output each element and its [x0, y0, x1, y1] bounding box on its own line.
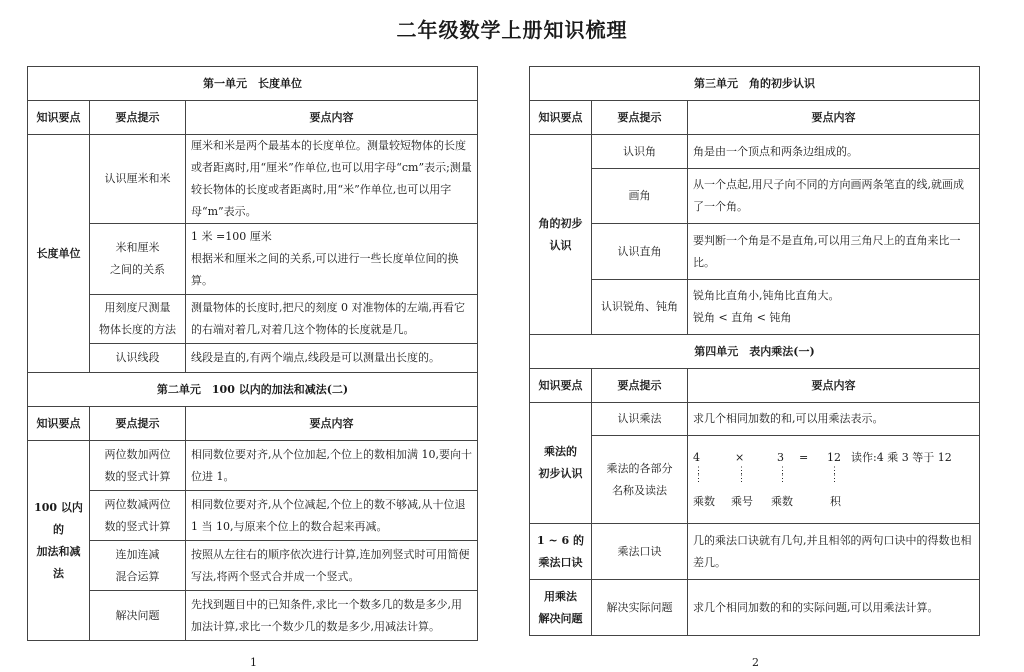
table-row: [530, 135, 980, 169]
unit1-header-content: 要点内容: [186, 101, 478, 135]
unit4-header-row: [530, 369, 980, 403]
unit3-header-hint: 要点提示: [592, 101, 688, 135]
table-row: [28, 491, 478, 541]
unit3-title-row: [530, 67, 980, 101]
unit3-hint-1: 认识角: [623, 144, 656, 158]
page-title: 二年级数学上册知识梳理: [396, 18, 628, 42]
unit4-title-row: [530, 335, 980, 369]
unit2-hint-2: 两位数减两位 数的竖式计算: [104, 497, 171, 533]
table-row: [28, 441, 478, 491]
unit1-header-topic: 知识要点: [28, 101, 90, 135]
unit1-content-2: 1 米 =100 厘米 根据米和厘米之间的关系,可以进行一些长度单位间的换算。: [191, 230, 459, 287]
unit3-content-2: 从一个点起,用尺子向不同的方向画两条笔直的线,就画成了一个角。: [693, 178, 964, 213]
unit4-header-hint: 要点提示: [592, 369, 688, 403]
table-row: [28, 224, 478, 295]
unit3-header-content: 要点内容: [688, 101, 980, 135]
unit4-header-topic: 知识要点: [530, 369, 592, 403]
name-multiplier-1: 乘数: [693, 494, 715, 508]
unit3-header-row: [530, 101, 980, 135]
unit2-content-3: 按照从左往右的顺序依次进行计算,连加列竖式时可用简便写法,将两个竖式合并成一个竖式。: [191, 547, 470, 583]
unit2-content-4: 先找到题目中的已知条件,求比一个数多几的数是多少,用加法计算,求比一个数少几的数是多少,用减法计算。: [191, 597, 462, 633]
unit4-topic-2: 1 ~ 6 的 乘法口诀: [536, 533, 584, 569]
page-number-right: 2: [752, 656, 759, 669]
unit1-hint-4: 认识线段: [115, 351, 160, 364]
dotted-line-icon: ⋮ ⋮: [694, 465, 703, 484]
unit4-content-3: 几的乘法口诀就有几句,并且相邻的两句口诀中的得数也相差几。: [693, 533, 972, 569]
unit4-hint-1: 认识乘法: [617, 412, 662, 425]
table-row: [28, 344, 478, 373]
unit2-hint-4: 解决问题: [115, 608, 160, 622]
table-row: [530, 524, 980, 580]
dotted-line-icon: ⋮ ⋮: [830, 465, 839, 484]
unit3-content-3: 要判断一个角是不是直角,可以用三角尺上的直角来比一比。: [693, 233, 961, 269]
unit3-hint-4: 认识锐角、钝角: [601, 300, 678, 313]
table-row: [530, 224, 980, 280]
unit2-header-topic: 知识要点: [28, 407, 90, 441]
unit4-hint-2: 乘法的各部分 名称及读法: [606, 461, 673, 497]
unit4-content-1: 求几个相同加数的和,可以用乘法表示。: [693, 412, 884, 425]
expr-term-1: 4: [693, 450, 700, 464]
expr-product: 12: [827, 450, 841, 464]
unit1-topic: 长度单位: [28, 135, 90, 373]
table-row: [530, 280, 980, 335]
unit1-header-row: [28, 101, 478, 135]
unit3-header-topic: 知识要点: [530, 101, 592, 135]
unit3-title: 第三单元 角的初步认识: [530, 67, 980, 101]
expr-times: ×: [735, 450, 745, 464]
table-row: [530, 436, 980, 524]
unit2-title-row: [28, 373, 478, 407]
expr-reading: 读作:4 乘 3 等于 12: [851, 450, 952, 464]
table-row: [530, 169, 980, 224]
unit4-title: 第四单元 表内乘法(一): [530, 335, 980, 369]
table-row: [530, 403, 980, 436]
unit1-hint-3: 用刻度尺测量 物体长度的方法: [99, 301, 176, 336]
dotted-line-icon: ⋮ ⋮: [778, 465, 787, 484]
unit4-content-4: 求几个相同加数的和的实际问题,可以用乘法计算。: [693, 600, 939, 614]
unit1-header-hint: 要点提示: [90, 101, 186, 135]
name-product: 积: [830, 494, 841, 508]
multiplication-parts-diagram: [693, 441, 974, 519]
left-knowledge-table: [27, 66, 478, 641]
table-row: [28, 591, 478, 641]
unit1-content-3: 测量物体的长度时,把尺的刻度 0 对准物体的左端,再看它的右端对着几,对着几这个物体的长度就是几。: [191, 301, 465, 336]
unit3-content-1: 角是由一个顶点和两条边组成的。: [693, 144, 858, 158]
table-row: [28, 135, 478, 224]
unit1-hint-2: 米和厘米 之间的关系: [110, 241, 165, 276]
unit1-hint-1: 认识厘米和米: [104, 172, 171, 185]
unit2-header-hint: 要点提示: [90, 407, 186, 441]
unit1-content-1: 厘米和米是两个最基本的长度单位。测量较短物体的长度或者距离时,用“厘米”作单位,也可以用字母“cm”表示;测量较长物体的长度或者距离时,用“米”作单位,也可以用字母“m”表示。: [191, 139, 472, 218]
unit4-hint-4: 解决实际问题: [606, 600, 673, 614]
page-number-left: 1: [250, 656, 257, 669]
unit3-topic: 角的初步 认识: [538, 216, 583, 252]
right-knowledge-table: [529, 66, 980, 636]
name-times-sign: 乘号: [731, 494, 753, 508]
unit2-title: 第二单元 100 以内的加法和减法(二): [28, 373, 478, 407]
table-row: [530, 580, 980, 636]
name-multiplier-2: 乘数: [771, 494, 793, 508]
unit4-topic-3: 用乘法 解决问题: [538, 589, 583, 625]
expr-term-2: 3: [777, 450, 784, 464]
unit3-hint-2: 画角: [628, 189, 651, 202]
unit2-topic: 100 以内的 加法和减法: [34, 500, 83, 580]
unit4-hint-3: 乘法口诀: [617, 544, 662, 558]
dotted-line-icon: ⋮ ⋮: [737, 465, 746, 484]
unit1-title-row: [28, 67, 478, 101]
unit2-content-2: 相同数位要对齐,从个位减起,个位上的数不够减,从十位退 1 当 10,与原来个位上的数合起来再减。: [191, 497, 466, 533]
unit2-hint-1: 两位数加两位 数的竖式计算: [104, 447, 171, 483]
table-row: [28, 295, 478, 344]
expr-equals: =: [799, 450, 809, 464]
unit4-topic-1: 乘法的 初步认识: [538, 445, 583, 480]
unit2-content-1: 相同数位要对齐,从个位加起,个位上的数相加满 10,要向十位进 1。: [191, 447, 472, 483]
unit2-header-row: [28, 407, 478, 441]
unit1-title: 第一单元 长度单位: [28, 67, 478, 101]
table-row: [28, 541, 478, 591]
unit2-hint-3: 连加连减 混合运算: [115, 547, 160, 583]
unit2-header-content: 要点内容: [186, 407, 478, 441]
unit1-content-4: 线段是直的,有两个端点,线段是可以测量出长度的。: [191, 351, 440, 364]
unit4-header-content: 要点内容: [688, 369, 980, 403]
unit3-hint-3: 认识直角: [617, 244, 662, 258]
unit3-content-4: 锐角比直角小,钝角比直角大。 锐角 < 直角 < 钝角: [693, 289, 840, 324]
